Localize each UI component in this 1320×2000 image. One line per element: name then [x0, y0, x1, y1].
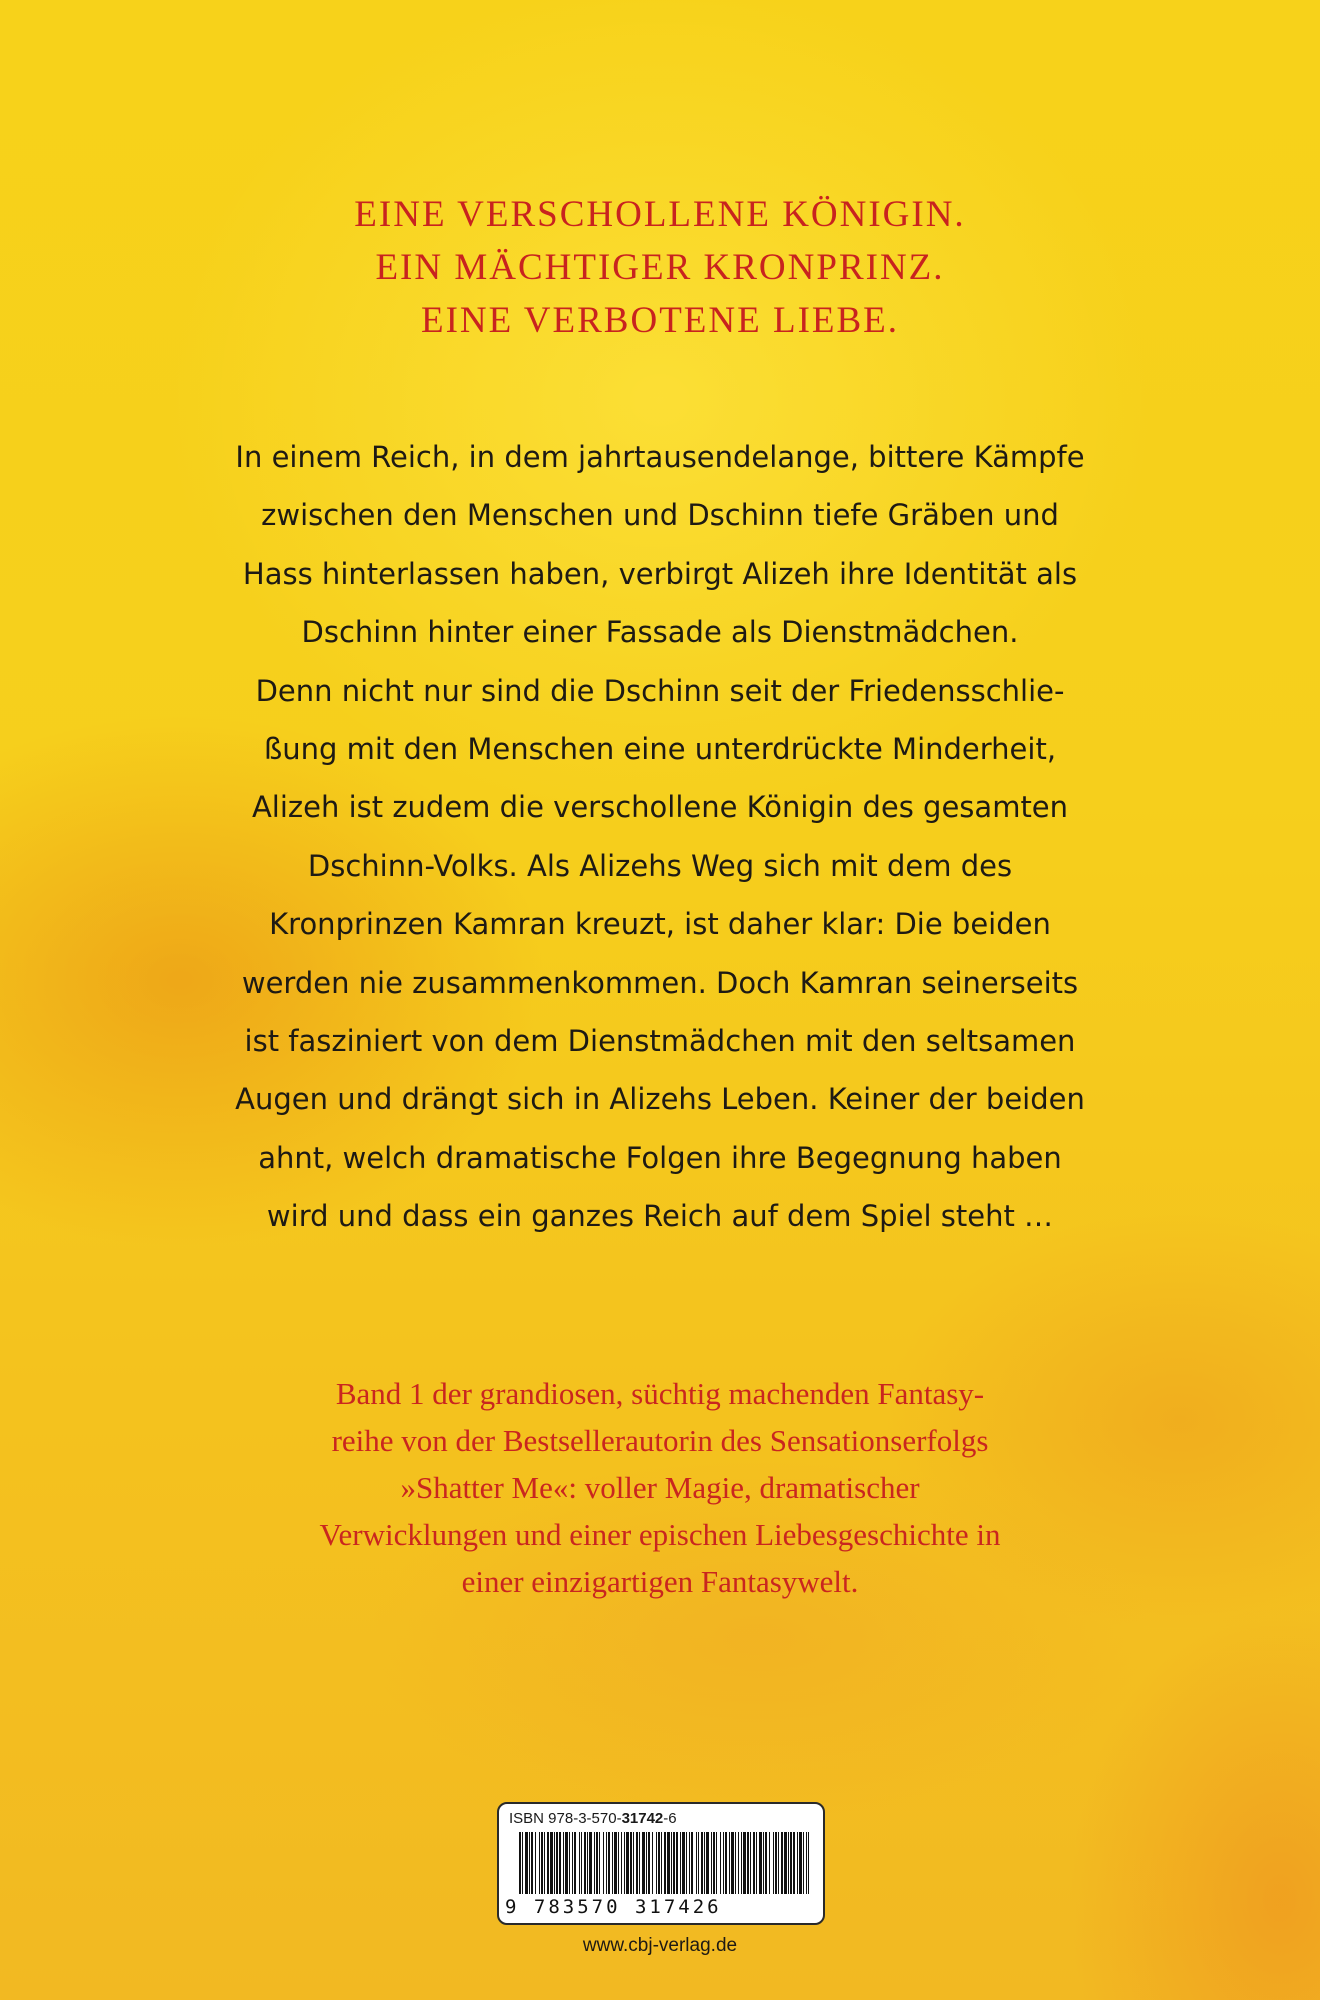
blurb-line: ßung mit den Menschen eine unterdrückte Minderheit,	[263, 732, 1057, 767]
barcode-bar	[519, 1832, 521, 1894]
publisher-website: www.cbj-verlag.de	[582, 1935, 738, 1956]
barcode-bar	[720, 1832, 721, 1894]
blurb-line: zwischen den Menschen und Dschinn tiefe Gräben und	[261, 498, 1059, 533]
barcode-bar	[630, 1832, 632, 1894]
blurb-line: wird und dass ein ganzes Reich auf dem Spiel steht …	[266, 1199, 1054, 1234]
blurb-line: Hass hinterlassen haben, verbirgt Alizeh ihre Identität als	[242, 556, 1078, 591]
promo-line: Verwicklungen und einer epischen Liebesgeschichte in	[319, 1517, 1001, 1552]
barcode-bar	[608, 1832, 610, 1894]
barcode-bar	[596, 1832, 598, 1894]
barcode-bar	[701, 1832, 703, 1894]
barcode-bar	[522, 1832, 523, 1894]
barcode-bar	[759, 1832, 762, 1894]
barcode-bar	[624, 1832, 625, 1894]
blurb-line: Dschinn-Volks. Als Alizehs Weg sich mit dem des	[307, 848, 1013, 883]
barcode-bar	[658, 1832, 660, 1894]
barcode-bar	[656, 1832, 657, 1894]
promo-text	[0, 1370, 1320, 1605]
barcode-bar	[661, 1832, 662, 1894]
barcode-bar	[735, 1832, 736, 1894]
barcode-bar	[525, 1832, 528, 1894]
barcode-bar	[563, 1832, 564, 1894]
barcode-bar	[773, 1832, 774, 1894]
barcode-bar	[673, 1832, 675, 1894]
barcode-bar	[698, 1832, 699, 1894]
barcode-bar	[747, 1832, 749, 1894]
barcode-bar	[671, 1832, 672, 1894]
isbn-label	[509, 1810, 677, 1827]
barcode-bar	[756, 1832, 757, 1894]
barcode-bar	[565, 1832, 568, 1894]
tagline-line: EINE VERSCHOLLENE KÖNIGIN.	[354, 194, 966, 235]
barcode-bar	[723, 1832, 724, 1894]
barcode-bar	[603, 1832, 604, 1894]
barcode-bar	[579, 1832, 580, 1894]
barcode-bar	[556, 1832, 558, 1894]
blurb-line: Dschinn hinter einer Fassade als Dienstmädchen.	[301, 615, 1019, 650]
barcode-bar	[682, 1832, 685, 1894]
blurb-line: Kronprinzen Kamran kreuzt, ist daher klar: Die beiden	[269, 907, 1051, 942]
isbn-bold: 31742	[621, 1810, 664, 1827]
barcode-bar	[790, 1832, 792, 1894]
barcode-bar	[806, 1832, 807, 1894]
barcode-bar	[738, 1832, 739, 1894]
barcode-bar	[572, 1832, 573, 1894]
barcode-bar	[716, 1832, 717, 1894]
barcode-bar	[535, 1832, 536, 1894]
barcode-bar	[618, 1832, 619, 1894]
barcode-bar	[788, 1832, 789, 1894]
blurb-text	[0, 428, 1320, 1246]
barcode-bar	[594, 1832, 595, 1894]
barcode-bar	[725, 1832, 727, 1894]
barcode-bar	[691, 1832, 693, 1894]
barcode-bar	[686, 1832, 687, 1894]
blurb-line: Augen und drängt sich in Alizehs Leben. Keiner der beiden	[235, 1082, 1085, 1117]
barcode-box	[497, 1802, 825, 1925]
barcode-bar	[539, 1832, 540, 1894]
barcode-bar	[652, 1832, 653, 1894]
promo-line: einer einzigartigen Fantasywelt.	[461, 1564, 859, 1599]
barcode-bar	[706, 1832, 709, 1894]
blurb-line: ahnt, welch dramatische Folgen ihre Begegnung haben	[258, 1140, 1062, 1175]
barcode-bar	[541, 1832, 543, 1894]
barcode-bar	[793, 1832, 795, 1894]
barcode-bar	[729, 1832, 730, 1894]
barcode-bar	[544, 1832, 545, 1894]
barcode-bar	[639, 1832, 640, 1894]
barcode-bar	[799, 1832, 802, 1894]
isbn-suffix: -6	[663, 1810, 677, 1827]
barcode-bar	[584, 1832, 586, 1894]
barcode-bar	[550, 1832, 553, 1894]
tagline-line: EIN MÄCHTIGER KRONPRINZ.	[375, 247, 945, 288]
barcode-bar	[554, 1832, 555, 1894]
barcode-bar	[599, 1832, 600, 1894]
barcode-bar	[636, 1832, 638, 1894]
barcode-bar	[784, 1832, 787, 1894]
blurb-line: ist fasziniert von dem Dienstmädchen mit den seltsamen	[244, 1024, 1076, 1059]
barcode-bar	[769, 1832, 770, 1894]
barcode-bar	[547, 1832, 549, 1894]
isbn-prefix: ISBN 978-3-570-	[509, 1810, 622, 1827]
barcode-bar	[612, 1832, 613, 1894]
barcode-bar	[750, 1832, 751, 1894]
barcode-bar	[529, 1832, 530, 1894]
barcode-bar	[731, 1832, 734, 1894]
barcode-bar	[763, 1832, 764, 1894]
barcode-bar	[775, 1832, 777, 1894]
barcode-bar	[569, 1832, 570, 1894]
barcode-bar	[574, 1832, 576, 1894]
barcode-bar	[808, 1832, 809, 1894]
barcode-bar	[646, 1832, 647, 1894]
tagline	[0, 188, 1320, 347]
barcode-bar	[704, 1832, 705, 1894]
barcode-bar	[648, 1832, 650, 1894]
barcode-bar	[778, 1832, 779, 1894]
barcode-bar	[711, 1832, 712, 1894]
promo-line: »Shatter Me«: voller Magie, dramatischer	[400, 1470, 920, 1505]
barcode-bar	[589, 1832, 592, 1894]
barcode-bar	[753, 1832, 755, 1894]
barcode-bar	[626, 1832, 629, 1894]
barcode-bar	[797, 1832, 798, 1894]
blurb-line: Alizeh ist zudem die verschollene Königin des gesamten	[251, 790, 1069, 825]
blurb-line: werden nie zusammenkommen. Doch Kamran seinerseits	[241, 965, 1079, 1000]
barcode-bar	[559, 1832, 561, 1894]
barcode-bar	[531, 1832, 533, 1894]
barcode-digits: 9 783570 317426	[505, 1896, 722, 1918]
barcode-bar	[741, 1832, 742, 1894]
blurb-line: In einem Reich, in dem jahrtausendelange, bittere Kämpfe	[235, 440, 1085, 474]
barcode-bar	[781, 1832, 783, 1894]
barcode-bar	[676, 1832, 678, 1894]
barcode-bar	[667, 1832, 670, 1894]
barcode-bar	[680, 1832, 681, 1894]
barcode-bar	[587, 1832, 588, 1894]
barcode-bar	[614, 1832, 617, 1894]
blurb-line: Denn nicht nur sind die Dschinn seit der Friedensschlie-	[255, 673, 1065, 708]
barcode-bar	[713, 1832, 715, 1894]
barcode-bar	[633, 1832, 634, 1894]
barcode-bars	[519, 1832, 809, 1894]
barcode-bar	[621, 1832, 622, 1894]
barcode-bar	[803, 1832, 804, 1894]
barcode-bar	[696, 1832, 697, 1894]
barcode-bar	[606, 1832, 607, 1894]
barcode-bar	[689, 1832, 690, 1894]
barcode-bar	[642, 1832, 645, 1894]
barcode-bar	[664, 1832, 666, 1894]
barcode-bar	[581, 1832, 582, 1894]
barcode-bar	[765, 1832, 767, 1894]
tagline-line: EINE VERBOTENE LIEBE.	[420, 300, 900, 341]
promo-line: reihe von der Bestsellerautorin des Sensationserfolgs	[331, 1423, 989, 1458]
barcode-bar	[743, 1832, 746, 1894]
promo-line: Band 1 der grandiosen, süchtig machenden Fantasy-	[335, 1376, 985, 1411]
